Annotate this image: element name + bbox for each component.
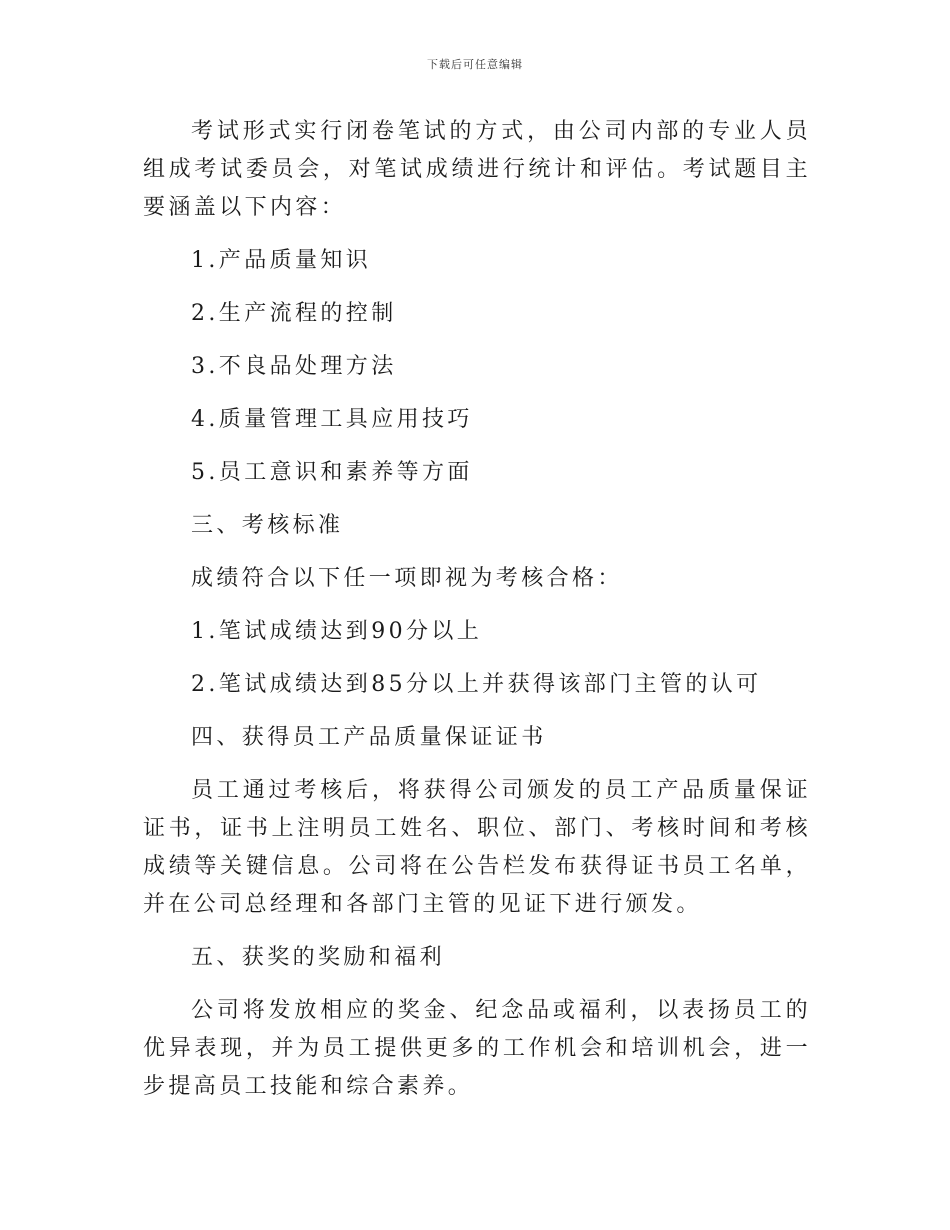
exam-topic-4: 4.质量管理工具应用技巧 [191,407,473,432]
intro-paragraph: 考试形式实行闭卷笔试的方式，由公司内部的专业人员组成考试委员会，对笔试成绩进行统计和评估。考试题目主要涵盖以下内容： [143,119,811,220]
pass-criterion-2: 2.笔试成绩达到85分以上并获得该部门主管的认可 [191,672,762,697]
section-3-heading: 三、考核标准 [191,513,344,538]
page-header: 下载后可任意编辑 [427,58,523,71]
section-5-heading: 五、获奖的奖励和福利 [191,945,446,970]
section-5-paragraph: 公司将发放相应的奖金、纪念品或福利，以表扬员工的优异表现，并为员工提供更多的工作机会和培训机会，进一步提高员工技能和综合素养。 [143,998,811,1099]
exam-topic-3: 3.不良品处理方法 [191,354,397,379]
document-body [143,113,811,1106]
exam-topic-2: 2.生产流程的控制 [191,301,397,326]
exam-topic-5: 5.员工意识和素养等方面 [191,460,473,485]
exam-topic-1: 1.产品质量知识 [191,248,372,273]
section-4-heading: 四、获得员工产品质量保证证书 [191,725,547,750]
section-3-lead: 成绩符合以下任一项即视为考核合格： [191,566,623,591]
pass-criterion-1: 1.笔试成绩达到90分以上 [191,619,483,644]
section-4-paragraph: 员工通过考核后，将获得公司颁发的员工产品质量保证证书，证书上注明员工姓名、职位、部门、考核时间和考核成绩等关键信息。公司将在公告栏发布获得证书员工名单，并在公司总经理和各部门主管的见证下进行颁发。 [143,778,811,917]
